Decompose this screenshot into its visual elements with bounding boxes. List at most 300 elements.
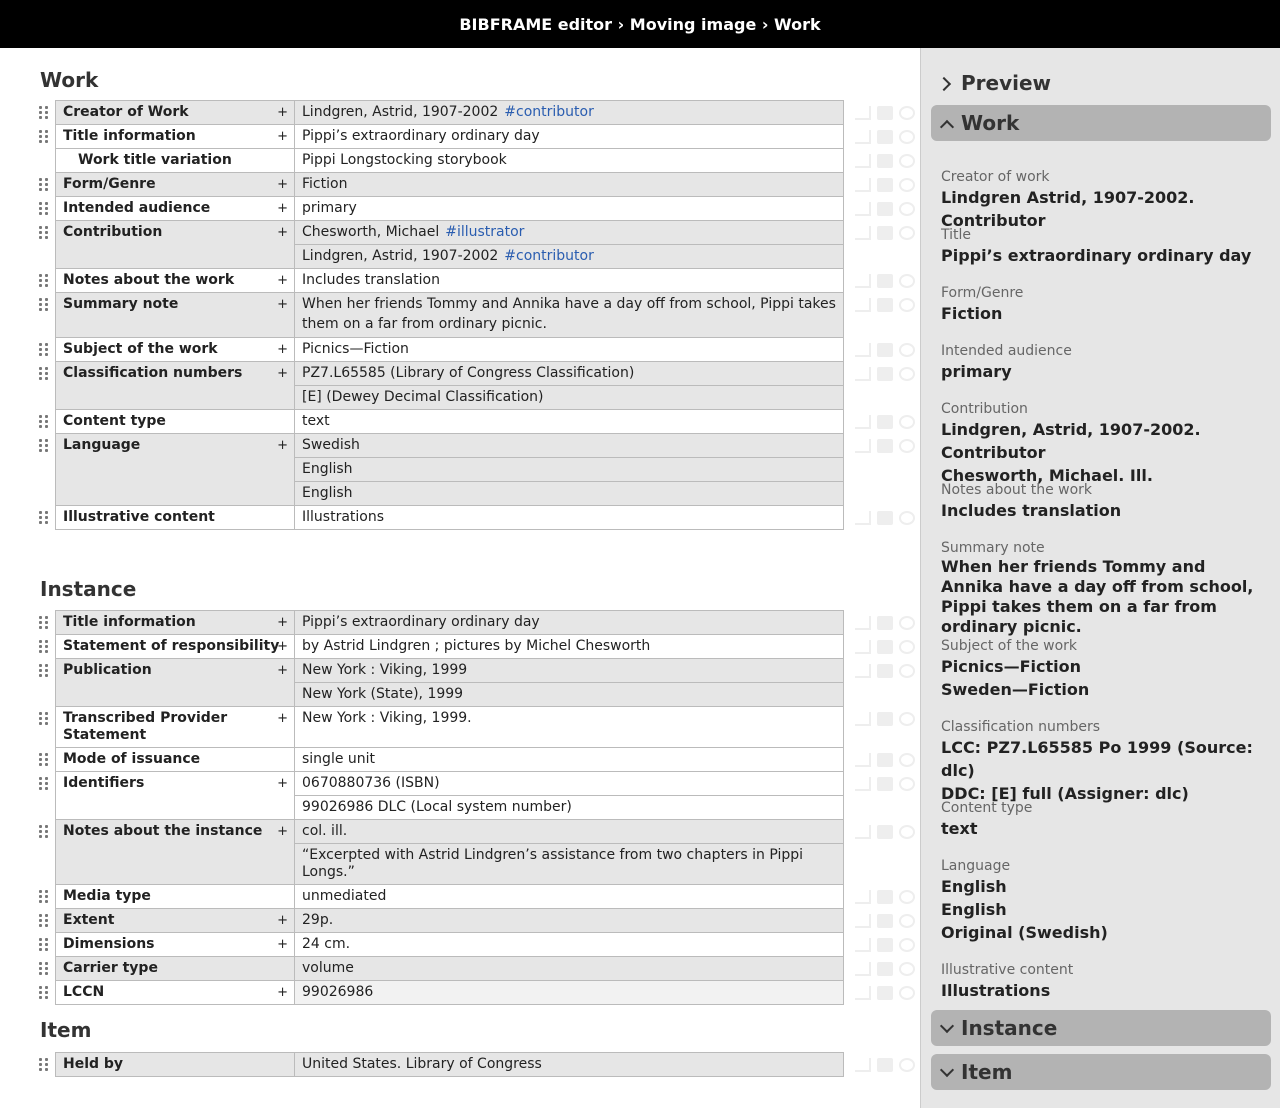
field-label-text: Contribution xyxy=(63,224,163,240)
field-value[interactable] xyxy=(295,957,843,980)
undo-icon[interactable] xyxy=(899,511,915,525)
trash-icon[interactable] xyxy=(877,298,893,312)
field-label-text: Subject of the work xyxy=(63,341,218,357)
add-value-button[interactable]: + xyxy=(277,615,288,630)
add-value-button[interactable]: + xyxy=(277,663,288,678)
preview-field-value: LCC: PZ7.L65585 Po 1999 (Source: dlc) xyxy=(941,738,1253,780)
trash-icon[interactable] xyxy=(877,178,893,192)
value-text: 99026986 xyxy=(302,984,374,1000)
field-value[interactable] xyxy=(295,748,843,771)
field-label xyxy=(56,197,295,220)
field-value[interactable] xyxy=(295,981,843,1004)
row-actions xyxy=(855,938,915,952)
value-text: Pippi Longstocking storybook xyxy=(302,152,507,168)
field-label xyxy=(56,173,295,196)
add-value-button[interactable]: + xyxy=(277,438,288,453)
field-value[interactable] xyxy=(295,506,843,529)
preview-field-value: text xyxy=(941,819,978,838)
add-value-button[interactable]: + xyxy=(277,776,288,791)
field-value[interactable] xyxy=(295,269,843,292)
field-row xyxy=(55,932,844,957)
drag-handle-icon[interactable] xyxy=(39,202,49,216)
trash-icon[interactable] xyxy=(877,640,893,654)
field-values xyxy=(295,933,843,956)
field-label-text: Summary note xyxy=(63,296,179,312)
row-actions xyxy=(855,178,915,192)
insert-icon[interactable] xyxy=(855,640,871,654)
field-label-text: Work title variation xyxy=(78,152,232,168)
value-text: [E] (Dewey Decimal Classification) xyxy=(302,389,544,405)
field-label xyxy=(56,659,295,706)
insert-icon[interactable] xyxy=(855,777,871,791)
undo-icon[interactable] xyxy=(899,640,915,654)
insert-icon[interactable] xyxy=(855,226,871,240)
undo-icon[interactable] xyxy=(899,616,915,630)
trash-icon[interactable] xyxy=(877,1058,893,1072)
field-value[interactable] xyxy=(295,101,843,124)
field-label-text: Title information xyxy=(63,128,196,144)
field-label xyxy=(56,149,295,172)
drag-handle-icon[interactable] xyxy=(39,664,49,678)
trash-icon[interactable] xyxy=(877,777,893,791)
row-actions xyxy=(855,664,915,678)
value-text: primary xyxy=(302,200,357,216)
trash-icon[interactable] xyxy=(877,415,893,429)
field-row xyxy=(55,433,844,506)
field-label-text: Illustrative content xyxy=(63,509,215,525)
preview-toggle[interactable] xyxy=(931,65,1271,101)
add-value-button[interactable]: + xyxy=(277,225,288,240)
row-actions xyxy=(855,825,915,839)
field-value[interactable] xyxy=(295,173,843,196)
drag-handle-icon[interactable] xyxy=(39,298,49,312)
field-values xyxy=(295,772,843,819)
field-label xyxy=(56,909,295,932)
value-text: New York : Viking, 1999 xyxy=(302,662,468,678)
preview-field-label: Notes about the work xyxy=(941,482,1093,498)
row-actions xyxy=(855,343,915,357)
drag-handle-icon[interactable] xyxy=(39,226,49,240)
insert-icon[interactable] xyxy=(855,202,871,216)
insert-icon[interactable] xyxy=(855,962,871,976)
row-actions xyxy=(855,962,915,976)
field-label xyxy=(56,434,295,505)
preview-field-label: Subject of the work xyxy=(941,638,1078,654)
row-actions xyxy=(855,226,915,240)
insert-icon[interactable] xyxy=(855,914,871,928)
field-label xyxy=(56,957,295,980)
trash-icon[interactable] xyxy=(877,274,893,288)
field-value[interactable] xyxy=(295,457,843,481)
field-row xyxy=(55,292,844,338)
trash-icon[interactable] xyxy=(877,914,893,928)
insert-icon[interactable] xyxy=(855,712,871,726)
field-row xyxy=(55,819,844,885)
field-value[interactable] xyxy=(295,149,843,172)
value-text: single unit xyxy=(302,751,376,767)
insert-icon[interactable] xyxy=(855,130,871,144)
row-actions xyxy=(855,274,915,288)
trash-icon[interactable] xyxy=(877,664,893,678)
field-label-text: Creator of Work xyxy=(63,104,189,120)
chevron-down-icon xyxy=(939,1021,953,1035)
insert-icon[interactable] xyxy=(855,367,871,381)
drag-handle-icon[interactable] xyxy=(39,616,49,630)
preview-field xyxy=(941,400,1271,487)
value-text: Chesworth, Michael xyxy=(302,224,440,240)
work-table xyxy=(55,101,844,530)
undo-icon[interactable] xyxy=(899,986,915,1000)
field-value[interactable] xyxy=(295,682,843,706)
field-label-text: Mode of issuance xyxy=(63,751,201,767)
row-actions xyxy=(855,106,915,120)
value-text: by Astrid Lindgren ; pictures by Michel Chesworth xyxy=(302,638,651,654)
undo-icon[interactable] xyxy=(899,777,915,791)
undo-icon[interactable] xyxy=(899,415,915,429)
drag-handle-icon[interactable] xyxy=(39,962,49,976)
field-label xyxy=(56,1053,295,1076)
insert-icon[interactable] xyxy=(855,298,871,312)
field-label-text: Notes about the work xyxy=(63,272,235,288)
insert-icon[interactable] xyxy=(855,274,871,288)
preview-field xyxy=(941,857,1271,944)
row-actions xyxy=(855,640,915,654)
drag-handle-icon[interactable] xyxy=(39,914,49,928)
field-value[interactable] xyxy=(295,820,843,843)
field-value[interactable] xyxy=(295,1053,843,1076)
field-label-text: Form/Genre xyxy=(63,176,156,192)
drag-handle-icon[interactable] xyxy=(39,890,49,904)
undo-icon[interactable] xyxy=(899,202,915,216)
field-label-text: Notes about the instance xyxy=(63,823,263,839)
role-tag-link[interactable]: #contributor xyxy=(504,104,594,120)
field-value[interactable] xyxy=(295,611,843,634)
trash-icon[interactable] xyxy=(877,154,893,168)
field-row xyxy=(55,706,844,748)
undo-icon[interactable] xyxy=(899,130,915,144)
undo-icon[interactable] xyxy=(899,664,915,678)
trash-icon[interactable] xyxy=(877,753,893,767)
trash-icon[interactable] xyxy=(877,616,893,630)
item-section-title: Item xyxy=(40,1018,92,1042)
field-label xyxy=(56,506,295,529)
insert-icon[interactable] xyxy=(855,439,871,453)
add-value-button[interactable]: + xyxy=(277,105,288,120)
field-values xyxy=(295,659,843,706)
row-actions xyxy=(855,986,915,1000)
field-value[interactable] xyxy=(295,293,843,337)
preview-field xyxy=(941,481,1271,522)
field-values xyxy=(295,1053,843,1076)
preview-field-value: English xyxy=(941,877,1007,896)
preview-field-value: Sweden—Fiction xyxy=(941,680,1090,699)
undo-icon[interactable] xyxy=(899,367,915,381)
field-label-text: Intended audience xyxy=(63,200,211,216)
drag-handle-icon[interactable] xyxy=(39,106,49,120)
preview-field-value: When her friends Tommy and Annika have a day off from school, Pippi takes them on a far from ordinary picnic. xyxy=(941,557,1254,636)
add-value-button[interactable]: + xyxy=(277,985,288,1000)
row-actions xyxy=(855,616,915,630)
value-text: Fiction xyxy=(302,176,348,192)
field-label-text: Classification numbers xyxy=(63,365,243,381)
preview-field xyxy=(941,961,1271,1002)
trash-icon[interactable] xyxy=(877,106,893,120)
field-values xyxy=(295,101,843,124)
drag-handle-icon[interactable] xyxy=(39,753,49,767)
trash-icon[interactable] xyxy=(877,367,893,381)
row-actions xyxy=(855,712,915,726)
value-text: Lindgren, Astrid, 1907-2002 xyxy=(302,248,499,264)
insert-icon[interactable] xyxy=(855,511,871,525)
undo-icon[interactable] xyxy=(899,226,915,240)
field-value[interactable] xyxy=(295,244,843,268)
field-value[interactable] xyxy=(295,385,843,409)
undo-icon[interactable] xyxy=(899,753,915,767)
field-values xyxy=(295,885,843,908)
trash-icon[interactable] xyxy=(877,712,893,726)
drag-handle-icon[interactable] xyxy=(39,274,49,288)
row-actions xyxy=(855,154,915,168)
insert-icon[interactable] xyxy=(855,664,871,678)
preview-field-label: Contribution xyxy=(941,401,1028,417)
field-value[interactable] xyxy=(295,635,843,658)
field-label xyxy=(56,269,295,292)
value-text: unmediated xyxy=(302,888,387,904)
undo-icon[interactable] xyxy=(899,274,915,288)
drag-handle-icon[interactable] xyxy=(39,511,49,525)
value-text: United States. Library of Congress xyxy=(302,1056,542,1072)
top-bar xyxy=(0,0,1280,48)
preview-field xyxy=(941,226,1271,267)
drag-handle-icon[interactable] xyxy=(39,938,49,952)
drag-handle-icon[interactable] xyxy=(39,640,49,654)
preview-label: Preview xyxy=(961,71,1052,95)
instance-accordion-header[interactable] xyxy=(931,1010,1271,1046)
field-label-text: Title information xyxy=(63,614,196,630)
row-actions xyxy=(855,890,915,904)
undo-icon[interactable] xyxy=(899,298,915,312)
field-value[interactable] xyxy=(295,843,843,884)
field-values xyxy=(295,611,843,634)
drag-handle-icon[interactable] xyxy=(39,178,49,192)
field-row xyxy=(55,1052,844,1077)
add-value-button[interactable]: + xyxy=(277,639,288,654)
field-values xyxy=(295,635,843,658)
row-actions xyxy=(855,511,915,525)
field-values xyxy=(295,981,843,1004)
field-value[interactable] xyxy=(295,909,843,932)
add-value-button[interactable]: + xyxy=(277,273,288,288)
row-actions xyxy=(855,415,915,429)
add-value-button[interactable]: + xyxy=(277,342,288,357)
chevron-right-icon xyxy=(939,76,953,90)
add-value-button[interactable]: + xyxy=(277,201,288,216)
field-label-text: Language xyxy=(63,437,141,453)
insert-icon[interactable] xyxy=(855,890,871,904)
add-value-button[interactable]: + xyxy=(277,711,288,726)
field-values xyxy=(295,506,843,529)
drag-handle-icon[interactable] xyxy=(39,439,49,453)
field-value[interactable] xyxy=(295,885,843,908)
field-row xyxy=(55,884,844,909)
preview-field-label: Title xyxy=(941,227,972,243)
field-row xyxy=(55,908,844,933)
field-values xyxy=(295,434,843,505)
add-value-button[interactable]: + xyxy=(277,937,288,952)
insert-icon[interactable] xyxy=(855,154,871,168)
undo-icon[interactable] xyxy=(899,343,915,357)
value-text: English xyxy=(302,461,353,477)
field-value[interactable] xyxy=(295,221,843,244)
row-actions xyxy=(855,298,915,312)
field-label xyxy=(56,410,295,433)
add-value-button[interactable]: + xyxy=(277,177,288,192)
preview-field-label: Intended audience xyxy=(941,343,1072,359)
trash-icon[interactable] xyxy=(877,511,893,525)
field-label xyxy=(56,293,295,337)
undo-icon[interactable] xyxy=(899,938,915,952)
trash-icon[interactable] xyxy=(877,962,893,976)
preview-field xyxy=(941,342,1271,383)
field-label-text: Transcribed Provider Statement xyxy=(63,710,228,743)
field-value[interactable] xyxy=(295,338,843,361)
row-actions xyxy=(855,439,915,453)
undo-icon[interactable] xyxy=(899,914,915,928)
field-label-text: Dimensions xyxy=(63,936,155,952)
field-values xyxy=(295,820,843,884)
field-value[interactable] xyxy=(295,933,843,956)
field-values xyxy=(295,197,843,220)
field-values xyxy=(295,338,843,361)
field-row xyxy=(55,361,844,410)
value-text: 29p. xyxy=(302,912,334,928)
drag-handle-icon[interactable] xyxy=(39,130,49,144)
preview-field-value: Lindgren, Astrid, 1907-2002. Contributor xyxy=(941,420,1201,462)
value-text: col. ill. xyxy=(302,823,348,839)
trash-icon[interactable] xyxy=(877,825,893,839)
item-table xyxy=(55,1053,844,1077)
undo-icon[interactable] xyxy=(899,712,915,726)
add-value-button[interactable]: + xyxy=(277,297,288,312)
undo-icon[interactable] xyxy=(899,439,915,453)
field-value[interactable] xyxy=(295,772,843,795)
value-text: New York : Viking, 1999. xyxy=(302,710,472,726)
drag-handle-icon[interactable] xyxy=(39,1058,49,1072)
undo-icon[interactable] xyxy=(899,1058,915,1072)
field-value[interactable] xyxy=(295,434,843,457)
trash-icon[interactable] xyxy=(877,226,893,240)
drag-handle-icon[interactable] xyxy=(39,415,49,429)
role-tag-link[interactable]: #contributor xyxy=(504,248,594,264)
undo-icon[interactable] xyxy=(899,962,915,976)
field-value[interactable] xyxy=(295,659,843,682)
field-value[interactable] xyxy=(295,481,843,505)
field-value[interactable] xyxy=(295,707,843,730)
field-value[interactable] xyxy=(295,362,843,385)
field-value[interactable] xyxy=(295,197,843,220)
field-values xyxy=(295,362,843,409)
drag-handle-icon[interactable] xyxy=(39,367,49,381)
value-text: Pippi’s extraordinary ordinary day xyxy=(302,128,540,144)
insert-icon[interactable] xyxy=(855,106,871,120)
item-accordion-label: Item xyxy=(961,1060,1013,1084)
preview-field-label: Summary note xyxy=(941,540,1045,556)
drag-handle-icon[interactable] xyxy=(39,986,49,1000)
insert-icon[interactable] xyxy=(855,986,871,1000)
preview-field-label: Language xyxy=(941,858,1011,874)
field-value[interactable] xyxy=(295,410,843,433)
row-actions xyxy=(855,202,915,216)
undo-icon[interactable] xyxy=(899,178,915,192)
role-tag-link[interactable]: #illustrator xyxy=(445,224,525,240)
drag-handle-icon[interactable] xyxy=(39,777,49,791)
insert-icon[interactable] xyxy=(855,753,871,767)
undo-icon[interactable] xyxy=(899,890,915,904)
add-value-button[interactable]: + xyxy=(277,129,288,144)
field-row xyxy=(55,220,844,269)
insert-icon[interactable] xyxy=(855,415,871,429)
field-values xyxy=(295,149,843,172)
insert-icon[interactable] xyxy=(855,1058,871,1072)
insert-icon[interactable] xyxy=(855,616,871,630)
preview-field xyxy=(941,637,1271,701)
undo-icon[interactable] xyxy=(899,154,915,168)
trash-icon[interactable] xyxy=(877,986,893,1000)
field-values xyxy=(295,748,843,771)
work-accordion-header[interactable] xyxy=(931,105,1271,141)
instance-table xyxy=(55,611,844,1005)
row-actions xyxy=(855,367,915,381)
insert-icon[interactable] xyxy=(855,825,871,839)
field-row xyxy=(55,124,844,149)
field-label xyxy=(56,981,295,1004)
field-row xyxy=(55,409,844,434)
trash-icon[interactable] xyxy=(877,343,893,357)
add-value-button[interactable]: + xyxy=(277,913,288,928)
add-value-button[interactable]: + xyxy=(277,366,288,381)
field-values xyxy=(295,293,843,337)
preview-field-value: primary xyxy=(941,362,1012,381)
insert-icon[interactable] xyxy=(855,343,871,357)
field-value[interactable] xyxy=(295,795,843,819)
drag-handle-icon[interactable] xyxy=(39,712,49,726)
preview-field-label: Creator of work xyxy=(941,169,1050,185)
item-accordion-header[interactable] xyxy=(931,1054,1271,1090)
add-value-button[interactable]: + xyxy=(277,824,288,839)
trash-icon[interactable] xyxy=(877,938,893,952)
insert-icon[interactable] xyxy=(855,178,871,192)
field-row xyxy=(55,747,844,772)
preview-field-value: Original (Swedish) xyxy=(941,923,1108,942)
field-row xyxy=(55,634,844,659)
drag-handle-icon[interactable] xyxy=(39,343,49,357)
field-label xyxy=(56,221,295,268)
trash-icon[interactable] xyxy=(877,890,893,904)
value-text: Picnics—Fiction xyxy=(302,341,409,357)
value-text: 24 cm. xyxy=(302,936,351,952)
field-values xyxy=(295,410,843,433)
undo-icon[interactable] xyxy=(899,825,915,839)
insert-icon[interactable] xyxy=(855,938,871,952)
trash-icon[interactable] xyxy=(877,202,893,216)
undo-icon[interactable] xyxy=(899,106,915,120)
trash-icon[interactable] xyxy=(877,439,893,453)
trash-icon[interactable] xyxy=(877,130,893,144)
drag-handle-icon[interactable] xyxy=(39,825,49,839)
value-text: “Excerpted with Astrid Lindgren’s assistance from two chapters in Pippi Longs.” xyxy=(302,847,804,880)
field-value[interactable] xyxy=(295,125,843,148)
value-text: 0670880736 (ISBN) xyxy=(302,775,440,791)
